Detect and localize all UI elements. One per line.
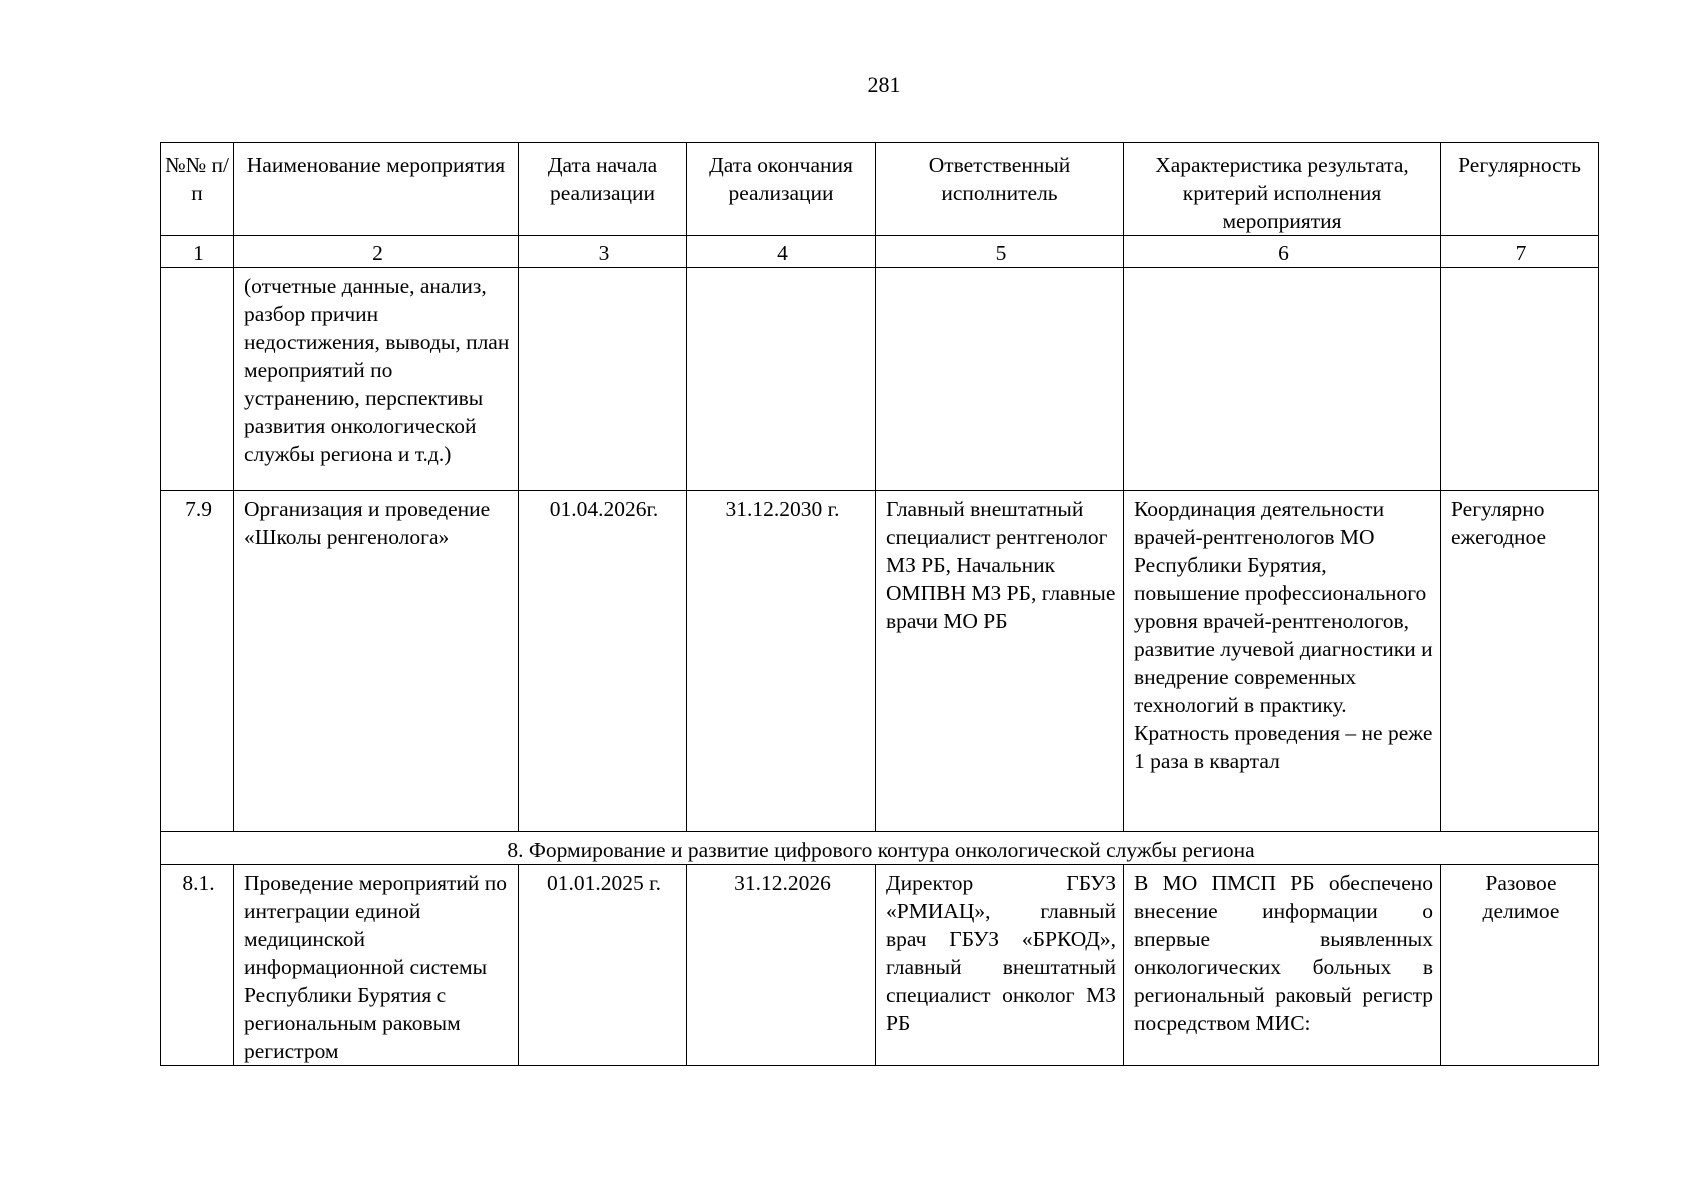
header-row [161,143,1599,236]
regularity [1441,268,1599,491]
responsible: Главный внештатный специалист рентгенолог МЗ РБ, Начальник ОМПВН МЗ РБ, главные врачи МО РБ [876,491,1124,832]
header-end-date: Дата окончания реализации [687,143,876,236]
end-date: 31.12.2026 [687,865,876,1066]
header-start-date: Дата начала реализации [519,143,687,236]
table-row [161,865,1599,1066]
column-number: 5 [876,236,1124,268]
row-number [161,268,234,491]
column-number: 2 [234,236,519,268]
column-number: 3 [519,236,687,268]
result [1124,268,1441,491]
column-number: 4 [687,236,876,268]
end-date [687,268,876,491]
regularity: Разовое делимое [1441,865,1599,1066]
header-result: Характеристика результата, критерий исполнения мероприятия [1124,143,1441,236]
result: Координация деятельности врачей-рентгенологов МО Республики Бурятия, повышение профессионального уровня врачей-рентгенологов, развитие лучевой диагностики и внедрение современных технологий в практику. Кратность проведения – не реже 1 раза в квартал [1124,491,1441,832]
column-number: 6 [1124,236,1441,268]
activity-name: (отчетные данные, анализ, разбор причин недостижения, выводы, план мероприятий по устранению, перспективы развития онкологической службы региона и т.д.) [234,268,519,491]
page-number: 281 [867,72,901,97]
column-number-row [161,236,1599,268]
result: В МО ПМСП РБ обеспечено внесение информации о впервые выявленных онкологических больных в региональный раковый регистр посредством МИС: [1124,865,1441,1066]
row-number: 8.1. [161,865,234,1066]
start-date [519,268,687,491]
start-date: 01.04.2026г. [519,491,687,832]
end-date: 31.12.2030 г. [687,491,876,832]
section-row [161,832,1599,865]
start-date: 01.01.2025 г. [519,865,687,1066]
column-number: 7 [1441,236,1599,268]
responsible: Директор ГБУЗ «РМИАЦ», главный врач ГБУЗ «БРКОД», главный внештатный специалист онколог МЗ РБ [876,865,1124,1066]
activity-name: Проведение мероприятий по интеграции единой медицинской информационной системы Республики Бурятия с региональным раковым регистром [234,865,519,1066]
activity-plan-table [160,142,1599,1066]
table-row [161,491,1599,832]
header-activity-name: Наименование мероприятия [234,143,519,236]
column-number: 1 [161,236,234,268]
header-number: №№ п/п [161,143,234,236]
header-responsible: Ответственный исполнитель [876,143,1124,236]
header-regularity: Регулярность [1441,143,1599,236]
table-row [161,268,1599,491]
row-number: 7.9 [161,491,234,832]
activity-name: Организация и проведение «Школы ренгенолога» [234,491,519,832]
responsible [876,268,1124,491]
section-8-title: 8. Формирование и развитие цифрового контура онкологической службы региона [161,832,1599,865]
regularity: Регулярно ежегодное [1441,491,1599,832]
